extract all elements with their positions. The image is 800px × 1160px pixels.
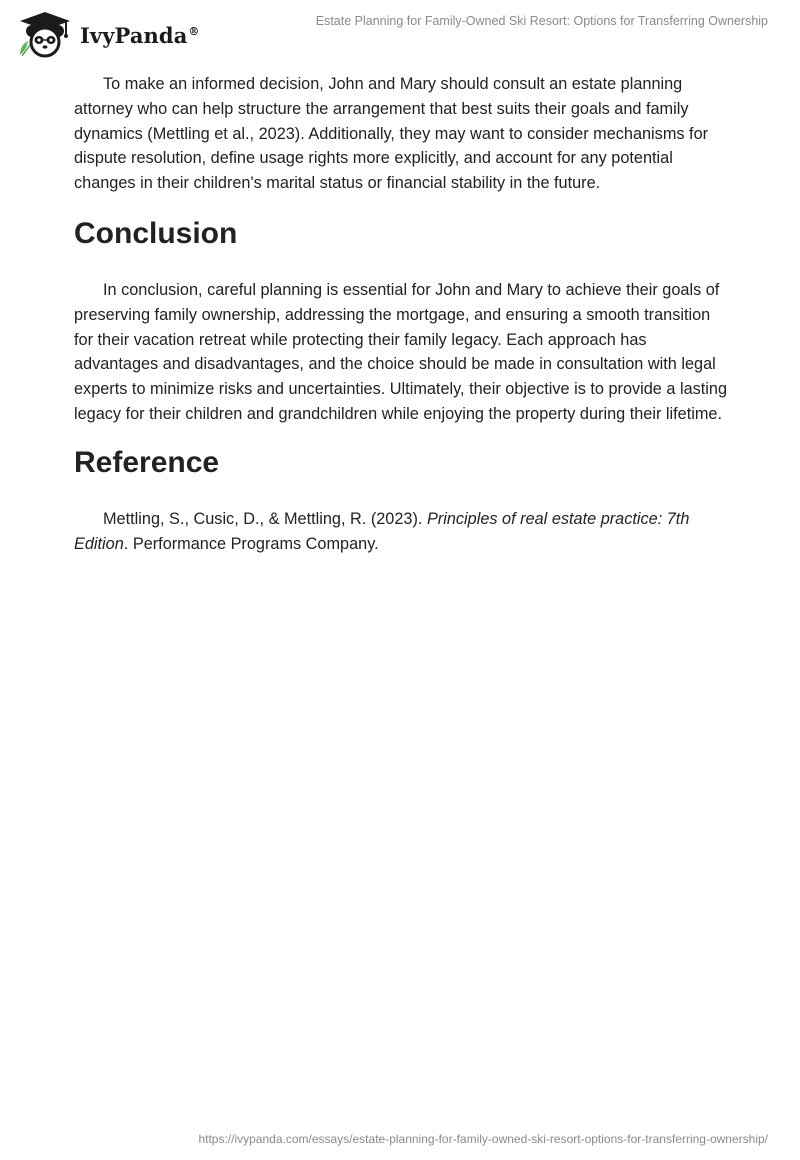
ivypanda-logo[interactable] [14,8,200,60]
reference-publisher: . Performance Programs Company. [123,534,379,553]
section-heading-conclusion: Conclusion [74,216,238,250]
reference-entry [74,507,730,557]
reference-authors: Mettling, S., Cusic, D., & Mettling, R. (2023). [103,509,427,528]
logo-wordmark: IvyPanda® [80,22,200,48]
conclusion-paragraph: In conclusion, careful planning is essential for John and Mary to achieve their goals of preserving family ownership, addressing the mortgage, and ensuring a smooth transition for their vacation retreat while protecting their family legacy. Each approach has advantages and disadvantages, and the choice should be made in consultation with legal experts to minimize risks and uncertainties. Ultimately, their objective is to provide a lasting legacy for their children and grandchildren while enjoying the property during their lifetime. [74,280,728,423]
body-paragraph: To make an informed decision, John and Mary should consult an estate planning attorney who can help structure the arrangement that best suits their goals and family dynamics (Mettling et al., 2023). Additionally, they may want to consider mechanisms for dispute resolution, define usage rights more explicitly, and account for any potential changes in their children's marital status or financial stability in the future. [74,75,709,193]
section-heading-reference: Reference [74,445,220,479]
source-url[interactable]: https://ivypanda.com/essays/estate-planning-for-family-owned-ski-resort-options-for-transferring-ownership/ [198,1132,768,1146]
document-body [74,72,730,556]
reference-title: Principles of real estate practice: 7th Edition [74,509,690,553]
panda-graduate-icon [14,9,76,59]
running-title: Estate Planning for Family-Owned Ski Resort: Options for Transferring Ownership [315,14,768,28]
